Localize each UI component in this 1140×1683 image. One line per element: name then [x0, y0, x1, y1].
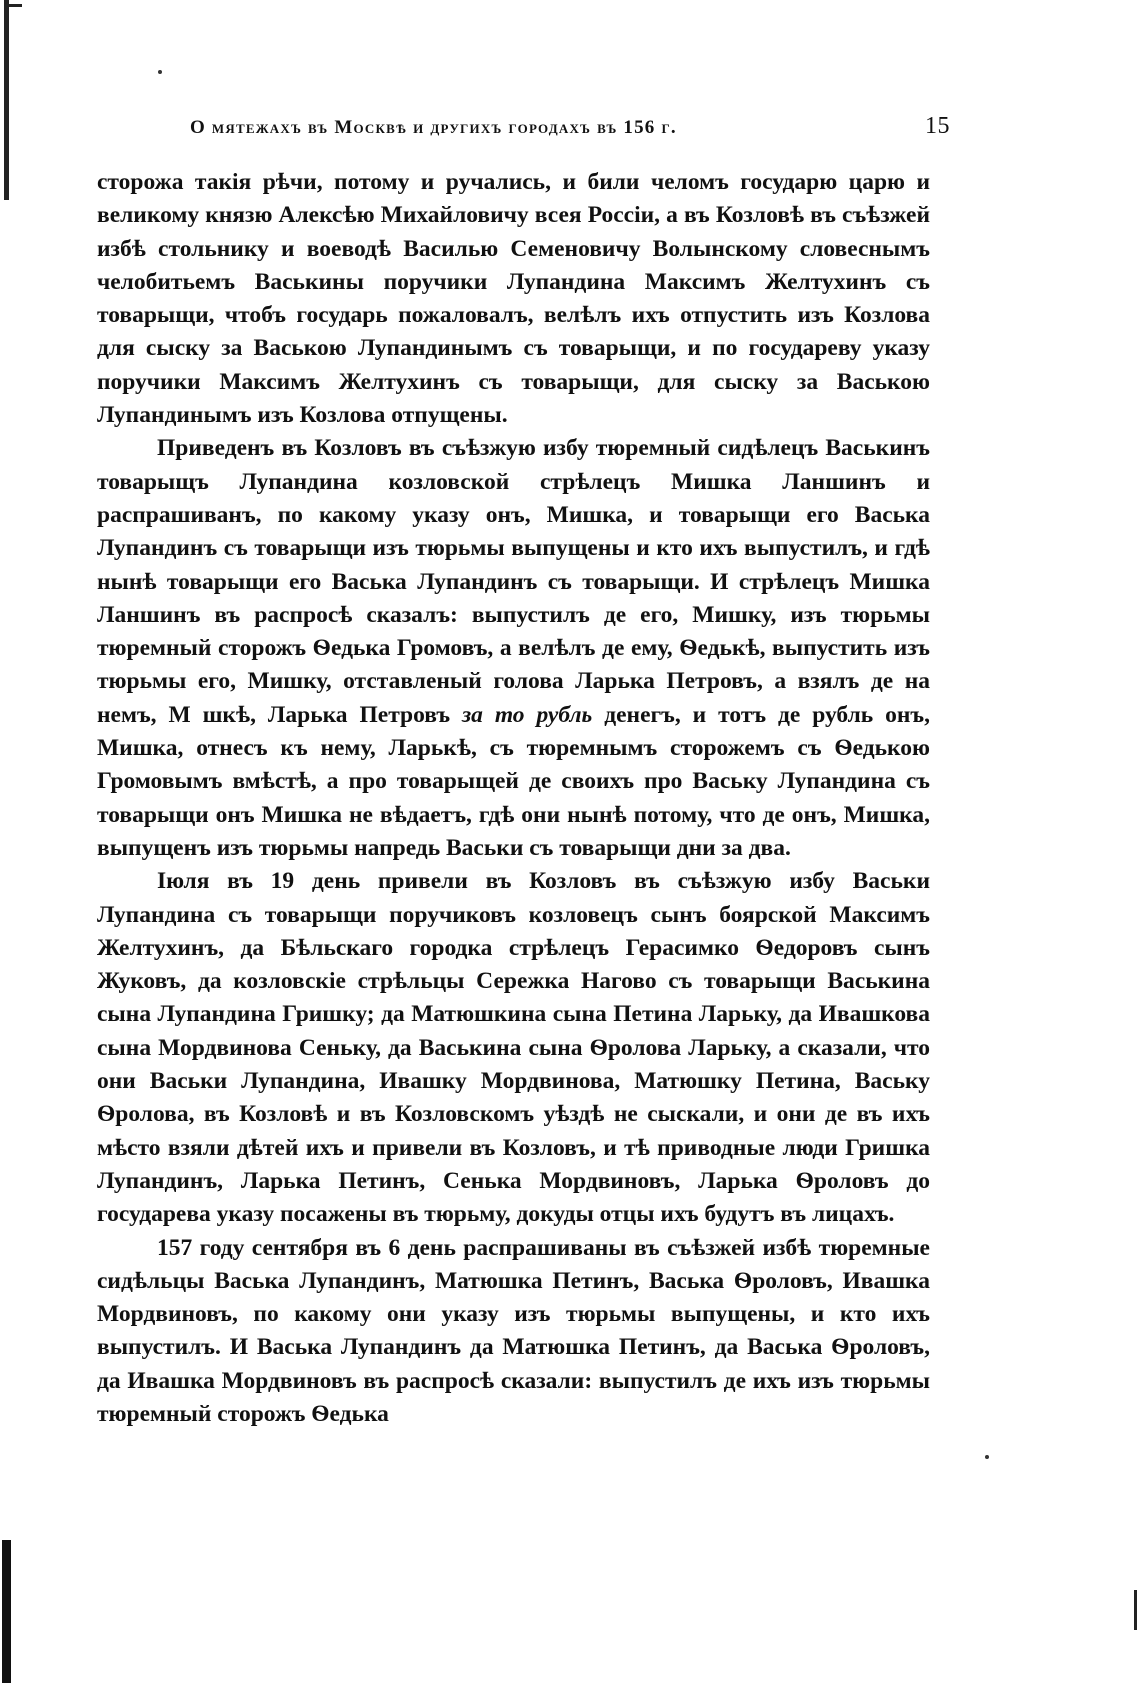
paragraph-text: 157 году сентября въ 6 день распрашиваны въ съѣзжей избѣ тюремные сидѣльцы Васька Лупандинъ, Матюшка Петинъ, Васька Ѳроловъ, Ивашка Мордвиновъ, по какому они указу изъ тюрьмы выпущены, и кто ихъ выпустилъ. И Васька Лупандинъ да Матюшка Петинъ, да Васька Ѳроловъ, да Ивашка Мордвиновъ въ распросѣ сказали: выпустилъ де ихъ изъ тюрьмы тюремный сторожъ Ѳедька	[97, 1234, 930, 1427]
running-head	[190, 113, 950, 140]
scan-edge-shadow-bottom	[2, 1540, 11, 1683]
paragraph-text: Іюля въ 19 день привели въ Козловъ въ съѣзжую избу Васьки Лупандина съ товарыщи поручиковъ козловецъ сынъ боярской Максимъ Желтухинъ, да Бѣльскаго городка стрѣлецъ Герасимко Ѳедоровъ сынъ Жуковъ, да козловскіе стрѣльцы Сережка Нагово съ товарыщи Васькина сына Лупандина Гришку; да Матюшкина сына Петина Ларьку, да Ивашкова сына Мордвинова Сеньку, да Васькина сына Ѳролова Ларьку, а сказали, что они Васьки Лупандина, Ивашку Мордвинова, Матюшку Петина, Ваську Ѳролова, въ Козловѣ и въ Козловскомъ уѣздѣ не сыскали, и они де въ ихъ мѣсто взяли дѣтей ихъ и привели въ Козловъ, и тѣ приводные люди Гришка Лупандинъ, Ларька Петинъ, Сенька Мордвиновъ, Ларька Ѳроловъ до государева указу посажены въ тюрьму, докуды отцы ихъ будутъ въ лицахъ.	[97, 868, 930, 1228]
paragraph-text: Приведенъ въ Козловъ въ съѣзжую избу тюремный сидѣлецъ Васькинъ товарыщъ Лупандина козловской стрѣлецъ Мишка Ланшинъ и распрашиванъ, по какому указу онъ, Мишка, и товарыщи его Васька Лупандинъ съ товарыщи изъ тюрьмы выпущены и кто ихъ выпустилъ, и гдѣ нынѣ товарыщи его Васька Лупандинъ съ товарыщи. И стрѣлецъ Мишка Ланшинъ въ распросѣ сказалъ: выпустилъ де его, Мишку, изъ тюрьмы тюремный сторожъ Ѳедька Громовъ, а велѣлъ де ему, Ѳедькѣ, выпустить изъ тюрьмы его, Мишку, отставленый голова Ларька Петровъ, а взялъ де на немъ, М шкѣ, Ларька Петровъ	[97, 435, 930, 728]
paragraph-text: денегъ, и тотъ де рубль онъ, Мишка, отнесъ къ нему, Ларькѣ, съ тюремнымъ сторожемъ съ Ѳедькою Громовымъ вмѣстѣ, а про товарыщей де своихъ про Ваську Лупандина съ товарыщи онъ Мишка не вѣдаетъ, гдѣ они нынѣ потому, что де онъ, Мишка, выпущенъ изъ тюрьмы напредь Васьки съ товарыщи дни за два.	[97, 701, 930, 861]
paragraph-3	[97, 865, 930, 1231]
running-head-title: О мятежахъ въ Москвѣ и другихъ городахъ въ 156 г.	[190, 117, 677, 138]
paragraph-4	[97, 1232, 930, 1432]
scan-speck	[985, 1455, 989, 1459]
scan-edge-mark	[4, 4, 22, 7]
scan-edge-mark-right	[1134, 1590, 1137, 1630]
page-number: 15	[925, 113, 950, 139]
paragraph-1	[97, 166, 930, 432]
scan-edge-shadow-top	[4, 0, 9, 200]
body-text	[97, 166, 930, 1431]
paragraph-text: сторожа такія рѣчи, потому и ручались, и били челомъ государю царю и великому князю Алексѣю Михайловичу всея Россіи, а въ Козловѣ въ съѣзжей избѣ стольнику и воеводѣ Василью Семеновичу Волынскому словеснымъ челобитьемъ Васькины поручики Лупандина Максимъ Желтухинъ съ товарыщи, чтобъ государь пожаловалъ, велѣлъ ихъ отпустить изъ Козлова для сыску за Ваською Лупандинымъ съ товарыщи, и по государеву указу поручики Максимъ Желтухинъ съ товарыщи, для сыску за Ваською Лупандинымъ изъ Козлова отпущены.	[97, 169, 930, 429]
paragraph-2	[97, 432, 930, 865]
italic-phrase: за то рубль	[461, 701, 593, 728]
scan-speck	[158, 70, 162, 74]
